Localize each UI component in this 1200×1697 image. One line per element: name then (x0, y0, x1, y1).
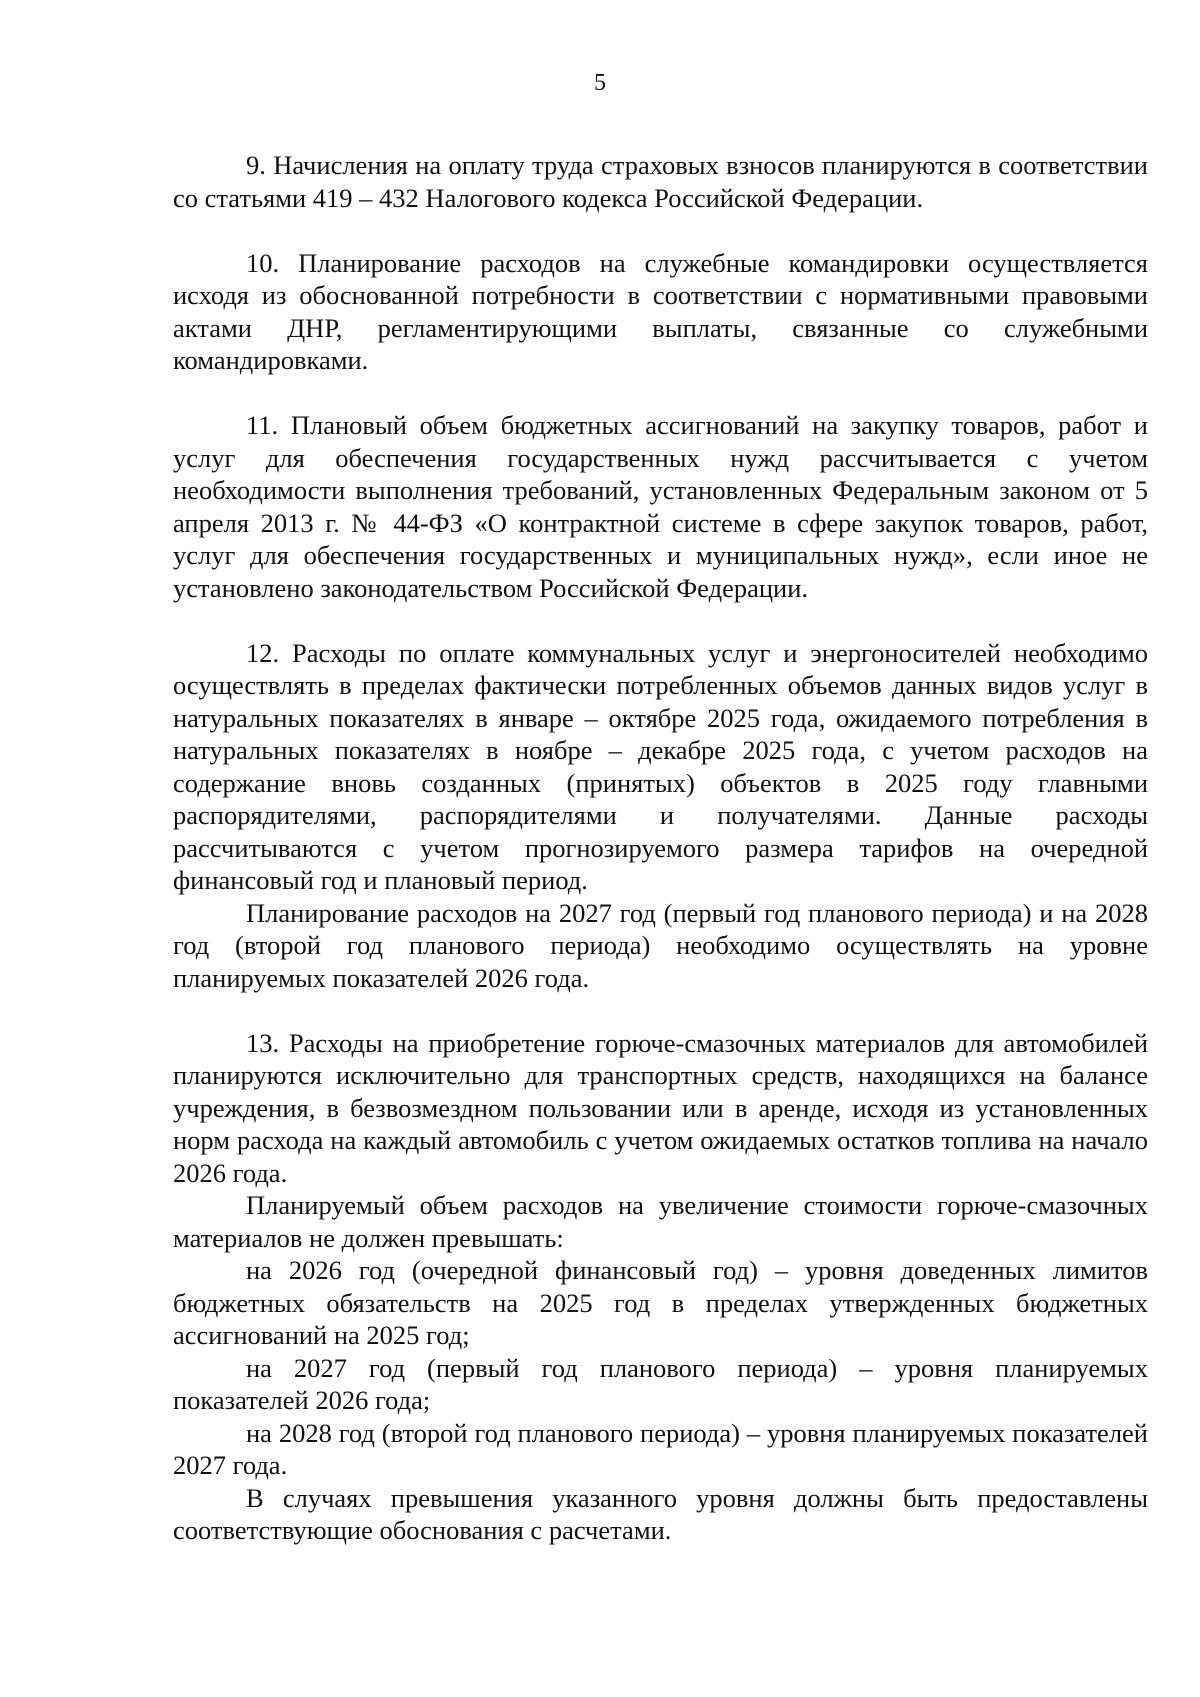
paragraph-12: 12. Расходы по оплате коммунальных услуг и энергоносителей необходимо осуществлять в пределах фактически потребленных объемов данных видов услуг в натуральных показателях в январе – октябре 2025 года, ожидаемого потребления в натуральных показателях в ноябре – декабре 2025 года, с учетом расходов на содержание вновь созданных (принятых) объектов в 2025 году главными распорядителями, распорядителями и получателями. Данные расходы рассчитываются с учетом прогнозируемого размера тарифов на очередной финансовый год и плановый период. (173, 637, 1148, 895)
paragraph-13: 13. Расходы на приобретение горюче-смазочных материалов для автомобилей планируются исключительно для транспортных средств, находящихся на балансе учреждения, в безвозмездном пользовании или в аренде, исходя из установленных норм расхода на каждый автомобиль с учетом ожидаемых остатков топлива на начало 2026 года. (173, 1027, 1148, 1188)
paragraph-10: 10. Планирование расходов на служебные командировки осуществляется исходя из обоснованной потребности в соответствии с нормативными правовыми актами ДНР, регламентирующими выплаты, связанные со служебными командировками. (173, 247, 1148, 375)
paragraph-13-justification: В случаях превышения указанного уровня должны быть предоставлены соответствующие обоснования с расчетами. (173, 1482, 1148, 1545)
paragraph-11: 11. Плановый объем бюджетных ассигнований на закупку товаров, работ и услуг для обеспечения государственных нужд рассчитывается с учетом необходимости выполнения требований, установленных Федеральным законом от 5 апреля 2013 г. № 44-ФЗ «О контрактной системе в сфере закупок товаров, работ, услуг для обеспечения государственных и муниципальных нужд», если иное не установлено законодательством Российской Федерации. (173, 410, 1148, 603)
paragraph-13-limit-2028: на 2028 год (второй год планового периода) – уровня планируемых показателей 2027 года. (173, 1417, 1148, 1480)
document-body (173, 149, 1148, 1547)
paragraph-12-planning: Планирование расходов на 2027 год (первый год планового периода) и на 2028 год (второй год планового периода) необходимо осуществлять на уровне планируемых показателей 2026 года. (173, 897, 1148, 993)
paragraph-9: 9. Начисления на оплату труда страховых взносов планируются в соответствии со статьями 419 – 432 Налогового кодекса Российской Федерации. (173, 150, 1148, 213)
paragraph-13-limit-2026: на 2026 год (очередной финансовый год) – уровня доведенных лимитов бюджетных обязательств на 2025 год в пределах утвержденных бюджетных ассигнований на 2025 год; (173, 1255, 1148, 1350)
paragraph-13-limit-2027: на 2027 год (первый год планового периода) – уровня планируемых показателей 2026 года; (173, 1352, 1148, 1415)
page-number: 5 (594, 70, 606, 96)
paragraph-13-limit-intro: Планируемый объем расходов на увеличение стоимости горюче-смазочных материалов не должен превышать: (173, 1190, 1148, 1253)
